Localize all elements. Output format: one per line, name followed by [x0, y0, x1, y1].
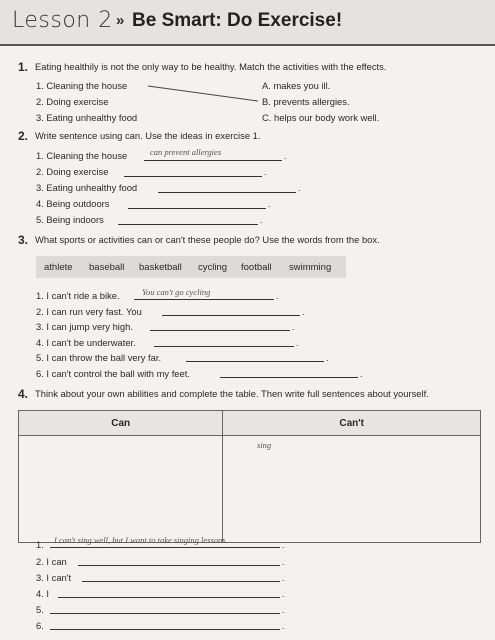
ex4-item-6: 6. [36, 620, 44, 631]
ex4-example-answer: I can't sing well, but I want to take singing lessons. [54, 535, 228, 545]
ex4-answer-line-1[interactable] [50, 547, 280, 548]
word-box-item: football [241, 262, 272, 273]
table-cell-can[interactable] [19, 436, 223, 543]
ex3-answer-line-3[interactable] [150, 330, 290, 331]
lesson-label: Lesson 2 [12, 8, 113, 33]
ex4-answer-line-5[interactable] [50, 613, 280, 614]
ex4-answer-line-4[interactable] [58, 597, 280, 598]
ex3-item-3: 3. I can jump very high. [36, 321, 133, 332]
word-box-item: swimming [289, 262, 332, 273]
ex3-item-2: 2. I can run very fast. You [36, 306, 142, 317]
ex4-answer-line-6[interactable] [50, 629, 280, 630]
ex4-item-4: 4. I [36, 588, 50, 599]
ex3-number: 3. [18, 233, 29, 247]
ex3-answer-line-6[interactable] [220, 377, 358, 378]
ex1-effect-c: C. helps our body work well. [262, 112, 380, 123]
ex1-effect-b: B. prevents allergies. [262, 96, 350, 107]
ex4-item-3: 3. I can't [36, 572, 72, 583]
ex4-item-5: 5. [36, 604, 44, 615]
ex1-match-line [0, 0, 495, 140]
worksheet-page: Lesson 2 » Be Smart: Do Exercise! 1. Eating healthily is not the only way to be healthy. Match the activities with the effects. 1. Cleaning the house 2. Doing exercise 3. Eating unhealthy food A. makes you ill. B. prevents allergies. C. helps our body work well. 2. Write sentence using can. Use the ideas in exercise 1. 1. Cleaning the house can prevent allergies . 2. Doing exercise . 3. Eating unhealthy food . 4. Being outdoors . 5. Being indoors . 3. What sports or activities can or can't these people do? Use the words from the box. athlete baseball basketball cycling football swimming 1. I can't ride a bike. You can't go cycling . 2. I can run very fast. You . 3. I can jump very high. . 4. I can't be underwater. . 5. I can throw the ball very far. . 6. I can't control the ball with my feet. . 4. Think about your own abilities and complete the table. Then write full sentences about yourself. Can Can't sing 1. I can't sing well, but I want to take singing lessons. . 2. I can . 3. I can't . 4. I . 5. . 6. . [0, 0, 495, 640]
ex3-example-answer: You can't go cycling [142, 287, 211, 297]
word-box-item: cycling [198, 262, 228, 273]
ex3-instruction: What sports or activities can or can't these people do? Use the words from the box. [35, 234, 380, 245]
ex3-item-5: 5. I can throw the ball very far. [36, 352, 162, 363]
ex2-example-answer: can prevent allergies [150, 147, 222, 157]
ex4-item-1: 1. [36, 539, 44, 550]
ex2-item-3: 3. Eating unhealthy food [36, 182, 138, 193]
table-header-can: Can [19, 411, 223, 436]
ex2-answer-line-5[interactable] [118, 224, 258, 225]
ex1-activity-1: 1. Cleaning the house [36, 80, 128, 91]
ex2-answer-line-1[interactable] [144, 160, 282, 161]
ex3-answer-line-1[interactable] [134, 299, 274, 300]
word-box-item: baseball [89, 262, 125, 273]
ex3-item-6: 6. I can't control the ball with my feet. [36, 368, 190, 379]
ex1-instruction: Eating healthily is not the only way to be healthy. Match the activities with the effects. [35, 61, 387, 72]
ex3-answer-line-4[interactable] [154, 346, 294, 347]
ex2-answer-line-4[interactable] [128, 208, 266, 209]
table-cell-cant[interactable] [223, 436, 481, 543]
abilities-table [18, 410, 481, 543]
ex3-answer-line-2[interactable] [162, 315, 300, 316]
ex1-activity-2: 2. Doing exercise [36, 96, 109, 107]
ex2-answer-line-3[interactable] [158, 192, 296, 193]
lesson-title: Be Smart: Do Exercise! [132, 10, 343, 31]
ex2-item-2: 2. Doing exercise [36, 166, 109, 177]
word-box-item: athlete [44, 262, 73, 273]
ex2-item-5: 5. Being indoors [36, 214, 104, 225]
ex3-answer-line-5[interactable] [186, 361, 324, 362]
word-box-item: basketball [139, 262, 182, 273]
ex4-instruction: Think about your own abilities and complete the table. Then write full sentences about yourself. [35, 388, 429, 399]
ex1-activity-3: 3. Eating unhealthy food [36, 112, 138, 123]
table-cant-example: sing [257, 440, 272, 450]
ex2-answer-line-2[interactable] [124, 176, 262, 177]
ex2-item-1: 1. Cleaning the house [36, 150, 128, 161]
title-separator: » [116, 12, 125, 29]
ex3-item-1: 1. I can't ride a bike. [36, 290, 120, 301]
ex4-item-2: 2. I can [36, 556, 67, 567]
ex1-effect-a: A. makes you ill. [262, 80, 331, 91]
ex4-answer-line-3[interactable] [82, 581, 280, 582]
ex2-instruction: Write sentence using can. Use the ideas in exercise 1. [35, 130, 261, 141]
ex4-answer-line-2[interactable] [78, 565, 280, 566]
ex4-number: 4. [18, 387, 29, 401]
ex1-number: 1. [18, 60, 29, 74]
table-header-cant: Can't [223, 411, 481, 436]
ex3-item-4: 4. I can't be underwater. [36, 337, 136, 348]
ex2-number: 2. [18, 129, 29, 143]
ex2-item-4: 4. Being outdoors [36, 198, 110, 209]
